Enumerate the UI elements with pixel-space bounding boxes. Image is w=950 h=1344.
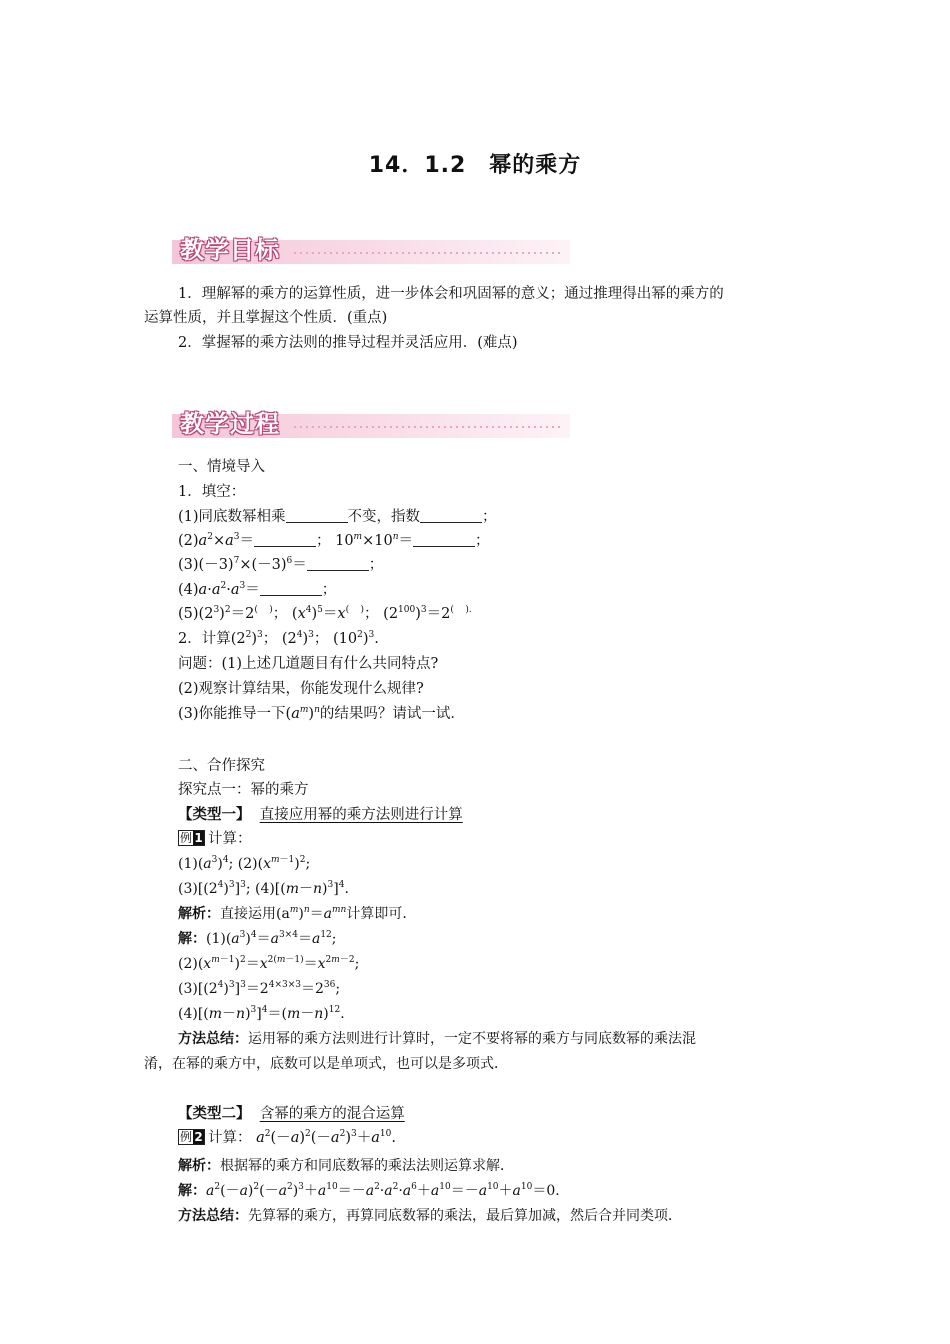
example-1: 例 1 计算： <box>180 831 252 847</box>
solution-1-part-1: 解：$(1)(a^3)^4=a^{3\times 4}=a^{12}$; <box>178 930 337 947</box>
fill-item-3: $(3)(-3)^7\times(-3)^6=$ ； <box>178 556 384 573</box>
heading-explore: 二、合作探究 <box>178 758 265 774</box>
example-1-parts-3-4: $(3)[(2^4)^3]^3$; $(4)[(m-n)^3]^4$. <box>178 880 349 897</box>
answer-blank <box>413 532 475 547</box>
type-1-heading: 【类型一】 直接应用幂的乘方法则进行计算 <box>178 807 463 823</box>
solution-1-part-4: $(4)[(m-n)^3]^4=(m-n)^{12}$. <box>178 1005 345 1022</box>
example-badge: 例 1 <box>178 830 205 846</box>
solution-2: 解：$a^2(-a)^2(-a^2)^3+a^{10}=-a^2\cdot a^2\cdot a^6+a^{10}=-a^{10}+a^{10}=0$. <box>178 1182 560 1199</box>
explore-point-1: 探究点一：幂的乘方 <box>178 782 309 798</box>
banner-teaching-goals <box>172 230 570 266</box>
question-item-3: (3)你能推导一下$(a^m)^n$的结果吗？请试一试． <box>178 705 465 722</box>
question-2: 2．计算$(2^2)^3$； $(2^4)^3$； $(10^2)^3$. <box>178 630 379 647</box>
example-1-parts-1-2: $(1)(a^3)^4$; $(2)(x^{m-1})^2$; <box>178 855 311 872</box>
page-title: 14．1.2 幂的乘方 <box>368 153 582 178</box>
question-1: 1．填空： <box>178 484 246 500</box>
answer-blank <box>307 556 369 571</box>
heading-intro: 一、情境导入 <box>178 459 265 475</box>
method-summary-1-line-1: 方法总结：运用幂的乘方法则进行计算时，一定不要将幂的乘方与同底数幂的乘法混 <box>178 1031 696 1047</box>
goal-1-line-2: 运算性质，并且掌握这个性质．(重点) <box>144 310 388 326</box>
fill-item-5: $(5)(2^3)^2=2^{( )}$； $(x^4)^5=x^{( )}$； $(2^{100})^3=2^{( ).}$ <box>178 605 472 622</box>
analysis-2: 解析：根据幂的乘方和同底数幂的乘法法则运算求解． <box>178 1158 514 1174</box>
answer-blank <box>260 581 322 596</box>
answer-blank <box>420 508 482 523</box>
banner-label: 教学过程 <box>180 410 280 438</box>
fill-item-2: $(2)a^2\times a^3=$ ； $10^m\times 10^n=$ ； <box>178 532 490 549</box>
fill-item-1: (1)同底数幂相乘 不变，指数 ； <box>178 509 497 525</box>
goal-2: 2．掌握幂的乘方法则的推导过程并灵活应用．(难点) <box>178 335 518 351</box>
method-summary-2: 方法总结：先算幂的乘方，再算同底数幂的乘法，最后算加减，然后合并同类项． <box>178 1208 682 1224</box>
analysis-1: 解析：直接运用$(a^m)^n=a^{mn}$计算即可． <box>178 905 417 922</box>
method-summary-1-line-2: 淆，在幂的乘方中，底数可以是单项式，也可以是多项式． <box>144 1056 508 1072</box>
example-2: 例 2 计算： $a^2(-a)^2(-a^2)^3+a^{10}$. <box>180 1129 396 1146</box>
type-2-heading: 【类型二】 含幂的乘方的混合运算 <box>178 1106 405 1122</box>
banner-teaching-process <box>172 404 570 440</box>
solution-1-part-3: $(3)[(2^4)^3]^3=2^{4\times 3\times 3}=2^{36}$; <box>178 980 341 997</box>
goal-1-line-1: 1．理解幂的乘方的运算性质，进一步体会和巩固幂的意义；通过推理得出幂的乘方的 <box>178 286 724 302</box>
example-badge: 例 2 <box>178 1129 205 1145</box>
answer-blank <box>286 508 348 523</box>
answer-blank <box>254 532 316 547</box>
banner-label: 教学目标 <box>180 236 280 264</box>
question-item-2: (2)观察计算结果，你能发现什么规律? <box>178 681 424 697</box>
solution-1-part-2: $(2)(x^{m-1})^2=x^{2(m-1)}=x^{2m-2}$; <box>178 955 360 972</box>
question-item-1: 问题：(1)上述几道题目有什么共同特点? <box>178 656 439 672</box>
fill-item-4: $(4)a\cdot a^2\cdot a^3=$ ； <box>178 581 337 598</box>
